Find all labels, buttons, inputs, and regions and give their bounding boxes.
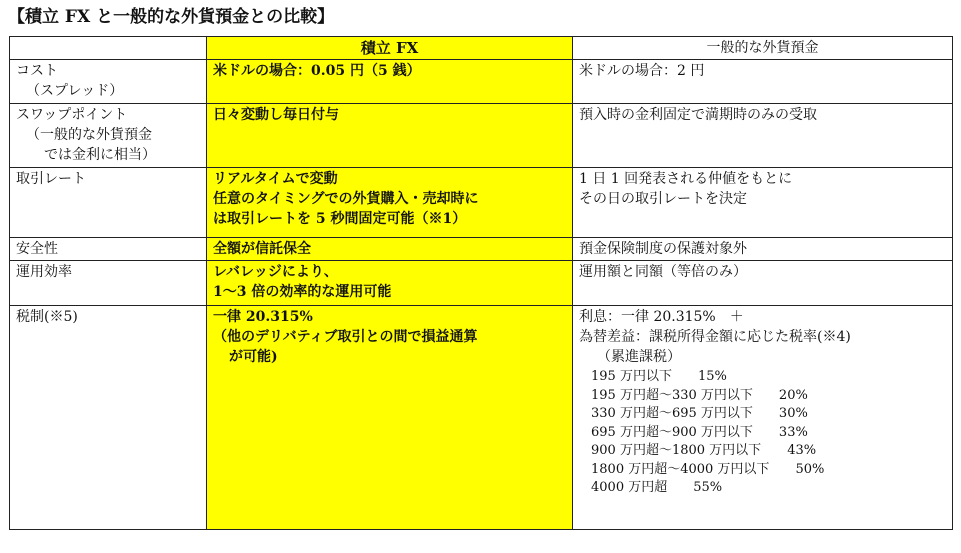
fx-line: 日々変動し毎日付与	[213, 107, 339, 123]
deposit-line: 預入時の金利固定で満期時のみの受取	[579, 107, 817, 123]
label-line: 運用効率	[16, 264, 72, 280]
header-fx: 積立 FX	[207, 37, 573, 60]
fx-cell-swap	[207, 104, 573, 168]
deposit-line: 1 日 1 回発表される仲値をもとに	[579, 171, 793, 187]
deposit-cell-swap	[573, 104, 953, 168]
tax-bracket-range: 195 万円以下	[591, 369, 672, 384]
fx-cell-tax	[207, 306, 573, 530]
tax-bracket-range: 4000 万円超	[591, 480, 668, 495]
deposit-line: 利息：一律 20.315% ＋	[579, 309, 744, 325]
deposit-cell-rate	[573, 168, 953, 238]
tax-bracket-row	[579, 405, 946, 424]
fx-line: 米ドルの場合：0.05 円（5 銭）	[213, 63, 421, 79]
table-row	[10, 168, 953, 238]
fx-line: 1～3 倍の効率的な運用可能	[213, 284, 392, 300]
label-line: 安全性	[16, 241, 58, 257]
table-header-row	[10, 37, 953, 60]
deposit-line: 為替差益：課税所得金額に応じた税率(※4)	[579, 329, 851, 345]
label-line: 取引レート	[16, 171, 86, 187]
comparison-table	[9, 36, 953, 530]
tax-bracket-row	[579, 461, 946, 480]
tax-bracket-rate: 20%	[778, 387, 808, 403]
fx-cell-rate	[207, 168, 573, 238]
row-label-swap	[10, 104, 207, 168]
table-row	[10, 238, 953, 261]
fx-line: が可能)	[229, 349, 278, 365]
document-title: 【積立 FX と一般的な外貨預金との比較】	[8, 7, 335, 27]
tax-bracket-range: 195 万円超～330 万円以下	[591, 387, 753, 403]
tax-bracket-row	[579, 387, 946, 406]
header-blank-cell	[10, 37, 207, 60]
tax-bracket-row	[579, 368, 946, 387]
tax-bracket-rate: 55%	[693, 480, 723, 495]
deposit-line: その日の取引レートを決定	[579, 191, 747, 207]
label-line: では金利に相当）	[44, 147, 156, 163]
tax-bracket-range: 330 万円超～695 万円以下	[591, 406, 753, 421]
tax-bracket-range: 695 万円超～900 万円以下	[591, 424, 753, 440]
row-label-safety	[10, 238, 207, 261]
tax-bracket-range: 1800 万円超～4000 万円以下	[591, 461, 770, 477]
fx-line: 任意のタイミングでの外貨購入・売却時に	[213, 191, 479, 207]
deposit-cell-efficiency	[573, 261, 953, 306]
tax-bracket-row	[579, 479, 946, 498]
deposit-line: 米ドルの場合：2 円	[579, 63, 705, 79]
header-deposit: 一般的な外貨預金	[573, 37, 953, 60]
deposit-line: （累進課税）	[597, 349, 681, 365]
deposit-line: 運用額と同額（等倍のみ）	[579, 264, 747, 280]
tax-bracket-list	[579, 367, 946, 498]
label-line: （一般的な外貨預金	[26, 127, 152, 143]
fx-line: （他のデリバティブ取引との間で損益通算	[213, 329, 478, 345]
deposit-line: 預金保険制度の保護対象外	[579, 241, 747, 257]
tax-bracket-range: 900 万円超～1800 万円以下	[591, 443, 762, 458]
table-row	[10, 104, 953, 168]
fx-cell-cost	[207, 60, 573, 104]
deposit-cell-safety	[573, 238, 953, 261]
table-row	[10, 60, 953, 104]
tax-bracket-row	[579, 442, 946, 461]
tax-bracket-rate: 50%	[795, 461, 825, 477]
table-row	[10, 261, 953, 306]
label-line: （スプレッド）	[26, 83, 124, 99]
label-line: 税制(※5)	[16, 309, 78, 325]
row-label-efficiency	[10, 261, 207, 306]
fx-line: 一律 20.315%	[213, 309, 313, 325]
row-label-cost	[10, 60, 207, 104]
fx-line: レバレッジにより、	[213, 264, 338, 280]
tax-bracket-rate: 43%	[787, 443, 817, 458]
label-line: コスト	[16, 63, 58, 79]
fx-cell-efficiency	[207, 261, 573, 306]
table-row	[10, 306, 953, 530]
row-label-rate	[10, 168, 207, 238]
deposit-cell-cost	[573, 60, 953, 104]
tax-bracket-rate: 15%	[697, 369, 727, 384]
fx-line: は取引レートを 5 秒間固定可能（※1）	[213, 211, 467, 227]
tax-bracket-rate: 33%	[778, 424, 808, 440]
label-line: スワップポイント	[16, 107, 128, 123]
deposit-cell-tax	[573, 306, 953, 530]
row-label-tax	[10, 306, 207, 530]
fx-line: 全額が信託保全	[213, 241, 311, 257]
tax-bracket-row	[579, 424, 946, 443]
fx-cell-safety	[207, 238, 573, 261]
fx-line: リアルタイムで変動	[213, 171, 338, 187]
tax-bracket-rate: 30%	[778, 406, 808, 421]
